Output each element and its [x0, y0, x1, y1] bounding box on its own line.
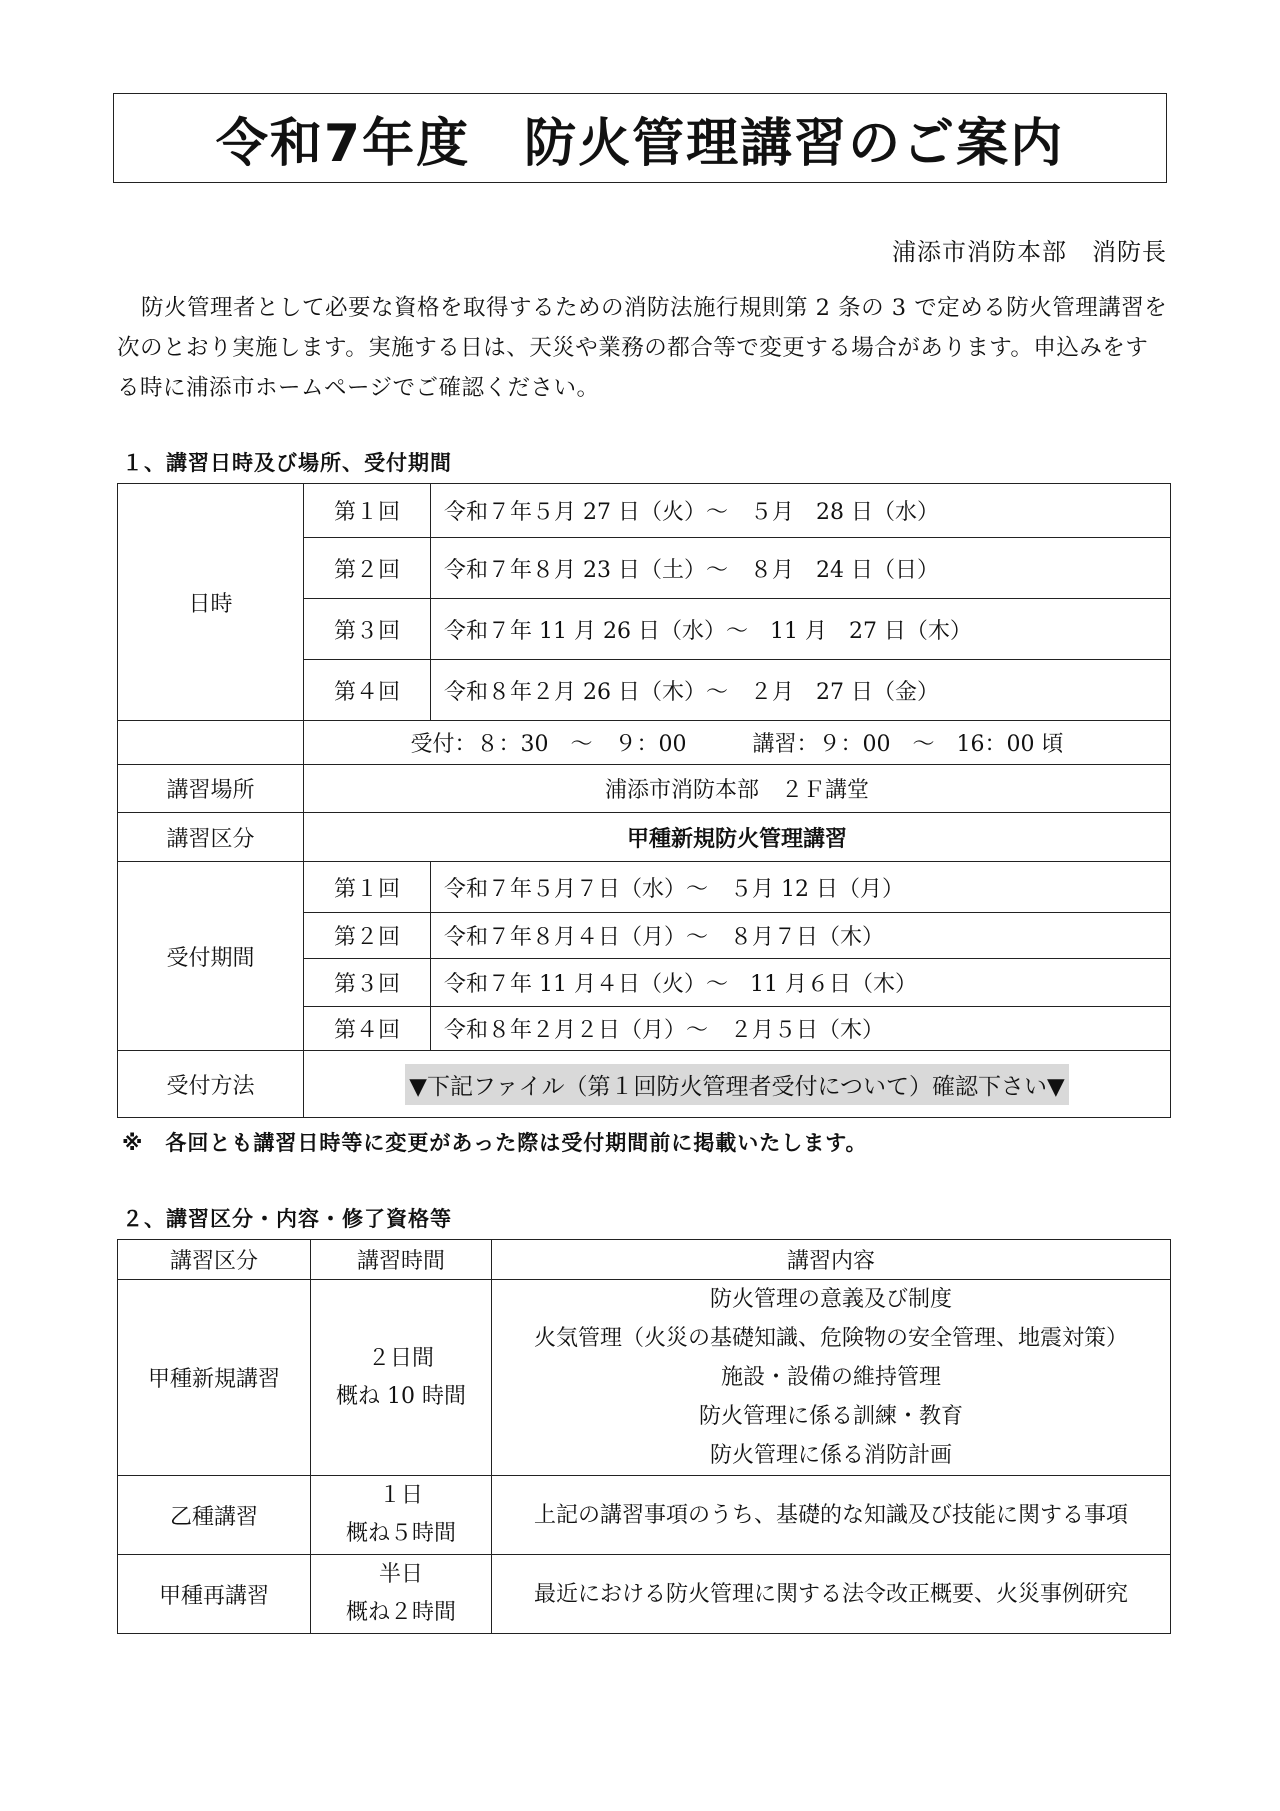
row-time: [311, 1280, 492, 1476]
content-line: 施設・設備の維持管理: [720, 1365, 941, 1390]
row-content: [492, 1476, 1171, 1555]
receipt-file-link[interactable]: ▼下記ファイル（第１回防火管理者受付について）確認下さい▼: [405, 1064, 1068, 1105]
method-cell: [304, 1051, 1171, 1118]
reception-num: 第１回: [304, 862, 431, 913]
author: 浦添市消防本部 消防長: [892, 238, 1167, 266]
time-line: ２日間: [367, 1345, 434, 1371]
change-note: ※ 各回とも講習日時等に変更があった際は受付期間前に掲載いたします。: [122, 1131, 868, 1155]
content-line: 防火管理に係る訓練・教育: [698, 1404, 963, 1429]
reception-label: 受付期間: [118, 862, 304, 1051]
time-line: １日: [378, 1483, 423, 1508]
row-time: [311, 1555, 492, 1634]
session-date: 令和７年８月 23 日（土）～ ８月 24 日（日）: [431, 538, 1171, 599]
session-date: 令和８年２月 26 日（木）～ ２月 27 日（金）: [431, 660, 1171, 721]
method-label: 受付方法: [118, 1051, 304, 1118]
session-date: 令和７年 11 月 26 日（水）～ 11 月 27 日（木）: [431, 599, 1171, 660]
section2-heading: ２、講習区分・内容・修了資格等: [122, 1207, 452, 1231]
reception-date: 令和７年５月７日（水）～ ５月 12 日（月）: [431, 862, 1171, 913]
content-line: 上記の講習事項のうち、基礎的な知識及び技能に関する事項: [533, 1502, 1128, 1528]
row-content: [492, 1280, 1171, 1476]
course-table: [117, 1239, 1171, 1634]
venue-label: 講習場所: [118, 765, 304, 813]
reception-num: 第４回: [304, 1007, 431, 1051]
session-num: 第１回: [304, 484, 431, 538]
header-content: 講習内容: [492, 1240, 1171, 1280]
session-date: 令和７年５月 27 日（火）～ ５月 28 日（水）: [431, 484, 1171, 538]
session-num: 第２回: [304, 538, 431, 599]
venue-value: 浦添市消防本部 ２Ｆ講堂: [304, 765, 1171, 813]
row-category: 甲種再講習: [118, 1555, 311, 1634]
content-line: 防火管理に係る消防計画: [709, 1443, 952, 1468]
row-content: [492, 1555, 1171, 1634]
content-line: 最近における防火管理に関する法令改正概要、火災事例研究: [533, 1581, 1128, 1607]
title-box: [113, 93, 1167, 183]
time-line: 半日: [378, 1562, 423, 1587]
reception-date: 令和８年２月２日（月）～ ２月５日（木）: [431, 1007, 1171, 1051]
reception-date: 令和７年８月４日（月）～ ８月７日（木）: [431, 913, 1171, 959]
reception-num: 第３回: [304, 959, 431, 1007]
header-time: 講習時間: [311, 1240, 492, 1280]
content-line: 防火管理の意義及び制度: [709, 1287, 952, 1312]
page-title: 令和7年度 防火管理講習のご案内: [215, 113, 1065, 174]
time-line: 概ね５時間: [345, 1521, 456, 1546]
section1-heading: １、講習日時及び場所、受付期間: [122, 451, 452, 475]
intro-paragraph: 防火管理者として必要な資格を取得するための消防法施行規則第 2 条の 3 で定める防火管理講習を次のとおり実施します。実施する日は、天災や業務の都合等で変更する場合があります。申込みをする時に浦添市ホームページでご確認ください。: [117, 295, 1168, 401]
session-num: 第４回: [304, 660, 431, 721]
time-line: 概ね 10 時間: [336, 1383, 466, 1409]
reception-date: 令和７年 11 月４日（火）～ 11 月６日（木）: [431, 959, 1171, 1007]
row-category: 甲種新規講習: [118, 1280, 311, 1476]
session-num: 第３回: [304, 599, 431, 660]
reception-num: 第２回: [304, 913, 431, 959]
datetime-label: 日時: [118, 484, 304, 721]
category-value: 甲種新規防火管理講習: [304, 813, 1171, 862]
time-line: 概ね２時間: [345, 1600, 456, 1625]
row-category: 乙種講習: [118, 1476, 311, 1555]
schedule-table: [117, 483, 1171, 1118]
header-category: 講習区分: [118, 1240, 311, 1280]
category-label: 講習区分: [118, 813, 304, 862]
row-time: [311, 1476, 492, 1555]
time-row: 受付：８：30 ～ ９：00 講習：９：00 ～ 16：00 頃: [304, 721, 1171, 765]
content-line: 火気管理（火災の基礎知識、危険物の安全管理、地震対策）: [533, 1326, 1128, 1351]
